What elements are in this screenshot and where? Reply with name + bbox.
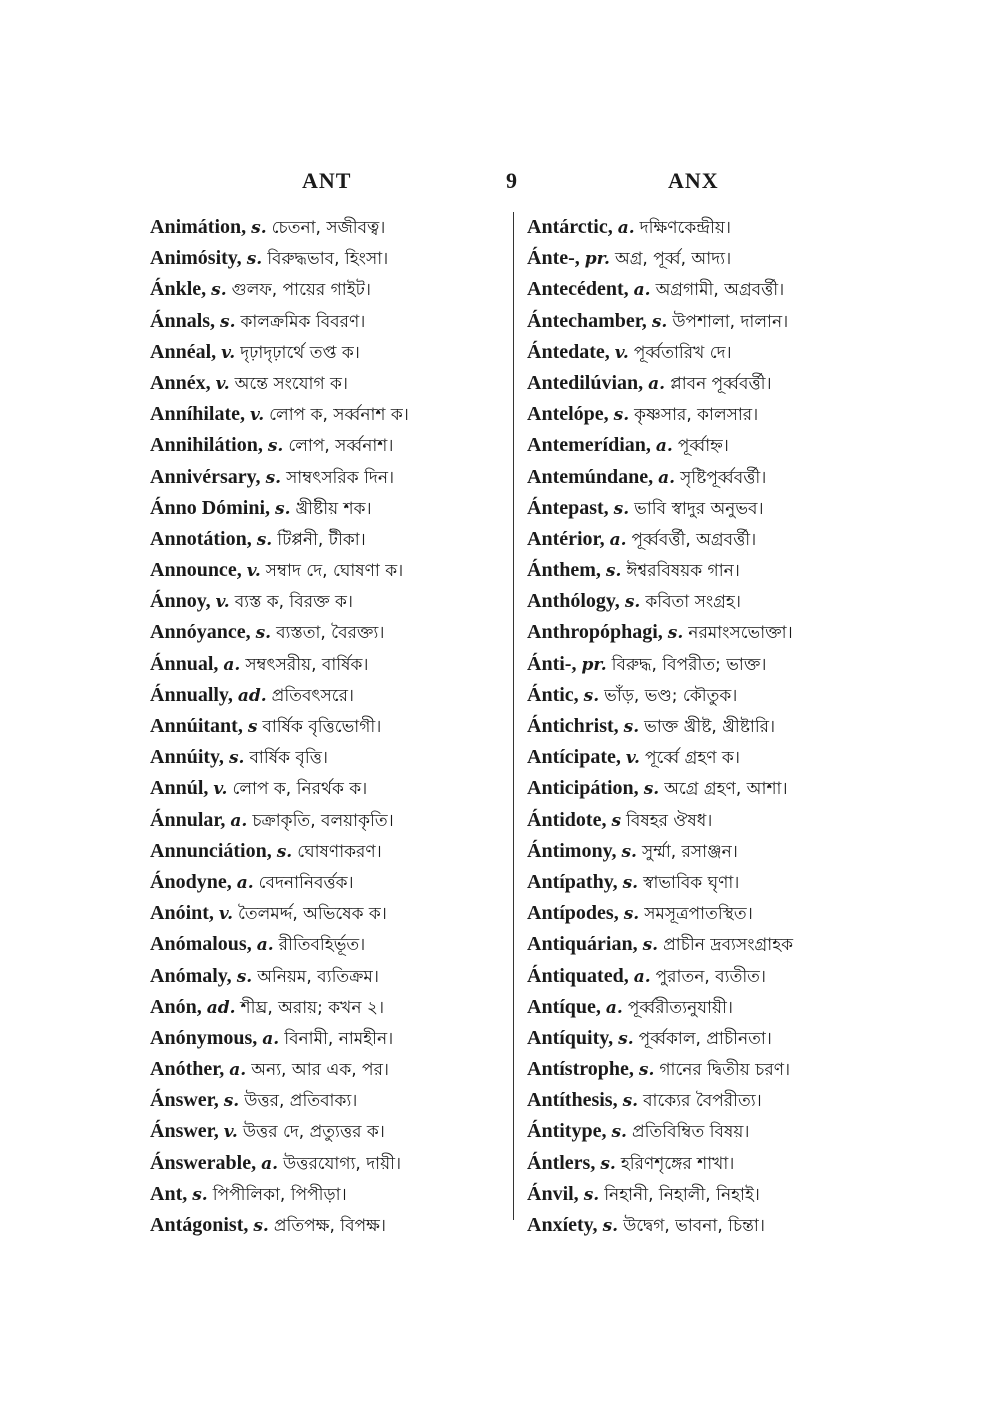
headword: Anóther, <box>150 1058 225 1081</box>
dictionary-entry <box>150 805 515 836</box>
dictionary-entry <box>527 867 877 898</box>
part-of-speech: s. <box>192 1184 208 1205</box>
headword: Ánodyne, <box>150 870 232 893</box>
dictionary-entry <box>150 212 515 243</box>
part-of-speech: a. <box>655 436 673 457</box>
dictionary-entry <box>150 1210 515 1241</box>
headword: Ántidote, <box>527 808 607 831</box>
definition: সম্বাদ দে, ঘোষণা ক। <box>265 561 404 582</box>
definition: সুর্ম্মা, রসাঞ্জন। <box>641 841 738 862</box>
definition: লোপ ক, সর্ব্বনাশ ক। <box>269 405 409 426</box>
definition: ভাঁড়, ভণ্ড; কৌতুক। <box>604 685 738 706</box>
definition: লোপ, সর্ব্বনাশ। <box>288 436 394 457</box>
definition: বিষহর ঔষধ। <box>626 810 713 831</box>
part-of-speech: s. <box>267 436 284 457</box>
part-of-speech: ad. <box>206 997 236 1018</box>
headword: Annúl, <box>150 777 209 800</box>
part-of-speech: a. <box>658 467 676 488</box>
column-divider <box>513 212 514 1220</box>
part-of-speech: s. <box>256 529 273 550</box>
part-of-speech: s. <box>624 592 641 613</box>
definition: হরিণশৃঙ্গের শাখা। <box>620 1153 735 1174</box>
headword: Annúity, <box>150 746 224 769</box>
part-of-speech: s. <box>605 561 622 582</box>
definition: প্রাচীন দ্রব্যসংগ্রাহক <box>663 935 794 956</box>
dictionary-entry <box>527 368 877 399</box>
dictionary-entry <box>150 1148 515 1179</box>
headword: Ánnual, <box>150 652 219 675</box>
headword: Ántichrist, <box>527 715 619 737</box>
definition: বিরুদ্ধ, বিপরীত; ভাক্ত। <box>611 654 767 675</box>
definition: উত্তর দে, প্রত্যুত্তর ক। <box>242 1122 385 1143</box>
definition: প্রতিবিম্বিত বিষয়। <box>631 1122 750 1143</box>
headword: Ántedate, <box>527 340 610 363</box>
part-of-speech: a. <box>648 373 666 394</box>
definition: পূর্ব্বাহ্ন। <box>677 436 729 457</box>
dictionary-entry <box>527 212 877 243</box>
part-of-speech: v. <box>625 748 640 769</box>
part-of-speech: s <box>611 810 622 831</box>
definition: অনিয়ম, ব্যতিক্রম। <box>257 966 379 987</box>
part-of-speech: pr. <box>584 249 610 270</box>
part-of-speech: s. <box>667 623 684 644</box>
headword: Ánno Dómini, <box>150 496 271 519</box>
dictionary-entry <box>527 1023 877 1054</box>
definition: বাক্যের বৈপরীত্য। <box>643 1091 762 1112</box>
definition: খ্রীষ্টীয় শক। <box>295 498 372 519</box>
dictionary-entry <box>527 524 877 555</box>
headword: Ánswer, <box>150 1120 219 1143</box>
dictionary-entry <box>527 1054 877 1085</box>
headword: Ánswerable, <box>150 1151 257 1174</box>
dictionary-entry <box>527 274 877 305</box>
part-of-speech: s. <box>251 218 267 238</box>
part-of-speech: a. <box>633 280 651 301</box>
dictionary-entry <box>527 929 877 960</box>
headword: Ántiquated, <box>527 964 629 987</box>
headword: Anómalous, <box>150 933 252 956</box>
dictionary-entry <box>150 493 515 524</box>
dictionary-entry <box>150 462 515 493</box>
headword: Antípathy, <box>527 870 618 893</box>
dictionary-entry <box>150 680 515 711</box>
headword: Antícipate, <box>527 746 621 769</box>
definition: পূর্ব্বতারিখ দে। <box>633 342 732 363</box>
headword: Anthropóphagi, <box>527 621 663 644</box>
dictionary-entry <box>527 430 877 461</box>
headword: Annúitant, <box>150 715 243 737</box>
dictionary-entry <box>527 1179 877 1210</box>
dictionary-entry <box>150 711 515 742</box>
dictionary-entry <box>527 493 877 524</box>
headword: Antíque, <box>527 995 601 1018</box>
headword: Ántimony, <box>527 839 617 862</box>
part-of-speech: a. <box>223 654 241 675</box>
dictionary-entry <box>150 274 515 305</box>
dictionary-entry <box>527 711 877 742</box>
dictionary-entry <box>150 1116 515 1147</box>
part-of-speech: a. <box>262 1028 280 1049</box>
dictionary-entry <box>527 1085 877 1116</box>
dictionary-entry <box>527 617 877 648</box>
headword: Anthólogy, <box>527 590 620 613</box>
dictionary-entry <box>150 399 515 430</box>
dictionary-entry <box>150 1085 515 1116</box>
definition: ভাক্ত খ্রীষ্ট, খ্রীষ্টারি। <box>644 717 776 737</box>
part-of-speech: s. <box>276 841 293 862</box>
definition: ঘোষণাকরণ। <box>297 841 382 862</box>
dictionary-entry <box>150 430 515 461</box>
definition: স্বাভাবিক ঘৃণা। <box>643 872 740 893</box>
headword: Ant, <box>150 1182 188 1205</box>
part-of-speech: s. <box>643 779 660 800</box>
definition: বার্ষিক বৃত্তি। <box>249 748 328 769</box>
dictionary-entry <box>150 992 515 1023</box>
headword: Antíthesis, <box>527 1089 618 1112</box>
definition: প্রতিপক্ষ, বিপক্ষ। <box>273 1216 387 1236</box>
dictionary-entry <box>527 680 877 711</box>
dictionary-entry <box>150 929 515 960</box>
headword: Announce, <box>150 559 242 582</box>
headword: Ánnals, <box>150 309 216 332</box>
definition: বার্ষিক বৃত্তিভোগী। <box>262 717 382 737</box>
headword: Antístrophe, <box>527 1058 634 1081</box>
headword: Ántic, <box>527 683 579 706</box>
headword: Ánthem, <box>527 559 601 582</box>
dictionary-entry <box>527 306 877 337</box>
headword: Antecédent, <box>527 278 629 301</box>
part-of-speech: s. <box>275 498 291 519</box>
dictionary-entry <box>150 617 515 648</box>
part-of-speech: a. <box>605 997 623 1018</box>
headword: Animósity, <box>150 247 242 270</box>
headword: Antemerídian, <box>527 434 651 457</box>
headword: Anón, <box>150 995 202 1018</box>
part-of-speech: s. <box>621 841 637 862</box>
definition: গুলফ, পায়ের গাইট। <box>231 280 371 301</box>
definition: ব্যস্ততা, বৈরক্ত্য। <box>276 623 385 644</box>
left-column <box>150 212 515 1241</box>
dictionary-entry <box>527 586 877 617</box>
part-of-speech: v. <box>213 779 228 800</box>
headword: Anxíety, <box>527 1214 598 1236</box>
definition: বিরুদ্ধভাব, হিংসা। <box>267 249 389 270</box>
headword: Annihilátion, <box>150 434 263 457</box>
dictionary-entry <box>150 773 515 804</box>
headword: Annéal, <box>150 340 217 363</box>
part-of-speech: s. <box>228 748 245 769</box>
dictionary-entry <box>150 368 515 399</box>
headword: Antípodes, <box>527 902 619 925</box>
headword: Ánvil, <box>527 1182 579 1205</box>
headword: Ánkle, <box>150 278 207 301</box>
definition: গানের দ্বিতীয় চরণ। <box>659 1060 791 1081</box>
part-of-speech: s. <box>613 405 630 426</box>
part-of-speech: a. <box>633 966 651 987</box>
part-of-speech: s. <box>255 623 272 644</box>
definition: নরমাংসভোক্তা। <box>688 623 793 644</box>
definition: চেতনা, সজীবত্ব। <box>271 218 386 238</box>
dictionary-entry <box>527 805 877 836</box>
header-left-guide-word: ANT <box>302 168 352 193</box>
dictionary-entry <box>527 1148 877 1179</box>
headword: Antelópe, <box>527 403 609 426</box>
part-of-speech: s. <box>638 1060 655 1081</box>
headword: Ánnoy, <box>150 590 211 613</box>
dictionary-entry <box>527 898 877 929</box>
definition: বেদনানিবর্ত্তক। <box>258 872 354 893</box>
definition: প্রতিবৎসরে। <box>271 685 355 706</box>
part-of-speech: s. <box>623 904 640 925</box>
part-of-speech: s. <box>211 280 227 301</box>
headword: Ánswer, <box>150 1089 219 1112</box>
definition: উপশালা, দালান। <box>672 311 789 332</box>
part-of-speech: a. <box>236 872 254 893</box>
definition: বিনামী, নামহীন। <box>284 1028 394 1049</box>
dictionary-entry <box>150 1054 515 1085</box>
headword: Anníhilate, <box>150 403 246 426</box>
dictionary-entry <box>527 399 877 430</box>
part-of-speech: v. <box>614 342 629 363</box>
definition: কৃষ্ণসার, কালসার। <box>634 405 759 426</box>
dictionary-entry <box>150 898 515 929</box>
dictionary-entry <box>150 337 515 368</box>
definition: নিহানী, নিহালী, নিহাই। <box>604 1184 760 1205</box>
definition: লোপ ক, নিরর্থক ক। <box>232 779 368 800</box>
part-of-speech: ad. <box>237 685 267 706</box>
part-of-speech: s. <box>223 1091 240 1112</box>
part-of-speech: v. <box>221 342 236 363</box>
part-of-speech: s. <box>613 498 630 519</box>
definition: কবিতা সংগ্রহ। <box>645 592 741 613</box>
part-of-speech: s. <box>265 467 282 488</box>
dictionary-entry <box>150 1023 515 1054</box>
definition: ব্যস্ত ক, বিরক্ত ক। <box>234 592 353 613</box>
headword: Ántitype, <box>527 1120 607 1143</box>
dictionary-entry <box>150 836 515 867</box>
dictionary-entry <box>527 961 877 992</box>
definition: অগ্রে গ্রহণ, আশা। <box>664 779 788 800</box>
part-of-speech: v. <box>215 373 230 394</box>
definition: পুরাতন, ব্যতীত। <box>655 966 767 987</box>
headword: Anóint, <box>150 902 214 925</box>
dictionary-entry <box>527 742 877 773</box>
headword: Antíquity, <box>527 1026 614 1049</box>
definition: টিপ্পনী, টীকা। <box>277 529 366 550</box>
part-of-speech: s. <box>583 685 600 706</box>
dictionary-entry <box>527 462 877 493</box>
definition: চক্রাকৃতি, বলয়াকৃতি। <box>252 810 394 831</box>
part-of-speech: s. <box>622 872 639 893</box>
part-of-speech: s. <box>642 935 659 956</box>
dictionary-entry <box>527 1116 877 1147</box>
definition: তৈলমর্দ্দ, অভিষেক ক। <box>238 904 387 925</box>
part-of-speech: a. <box>256 935 274 956</box>
definition: প্লাবন পূর্ব্ববর্ত্তী। <box>670 373 772 394</box>
definition: পূর্ব্বকাল, প্রাচীনতা। <box>638 1028 772 1049</box>
definition: পূর্ব্বরীত্যনুযায়ী। <box>627 997 733 1018</box>
dictionary-entry <box>527 1210 877 1241</box>
definition: সৃষ্টিপূর্ব্ববর্ত্তী। <box>680 467 767 488</box>
headword: Ánnually, <box>150 683 233 706</box>
headword: Antérior, <box>527 527 605 550</box>
headword: Antárctic, <box>527 216 613 238</box>
part-of-speech: v. <box>215 592 230 613</box>
definition: পূর্ব্ববর্ত্তী, অগ্রবর্ত্তী। <box>631 529 757 550</box>
dictionary-entry <box>527 836 877 867</box>
part-of-speech: s. <box>220 311 236 332</box>
headword: Antiquárian, <box>527 933 638 956</box>
part-of-speech: s. <box>611 1122 627 1143</box>
definition: সমসূত্রপাতস্থিত। <box>644 904 753 925</box>
dictionary-entry <box>150 524 515 555</box>
headword: Antemúndane, <box>527 465 654 488</box>
part-of-speech: s. <box>622 1091 639 1112</box>
part-of-speech: s. <box>246 249 263 270</box>
dictionary-entry <box>150 742 515 773</box>
dictionary-entry <box>527 649 877 680</box>
part-of-speech: a. <box>617 218 635 238</box>
definition: সাম্বৎসরিক দিন। <box>286 467 395 488</box>
part-of-speech: s. <box>618 1028 634 1049</box>
headword: Ánti-, <box>527 652 577 675</box>
right-column <box>527 212 877 1241</box>
definition: পূর্ব্বে গ্রহণ ক। <box>644 748 740 769</box>
definition: উত্তরযোগ্য, দায়ী। <box>283 1153 402 1174</box>
part-of-speech: v. <box>246 561 261 582</box>
dictionary-entry <box>527 337 877 368</box>
part-of-speech: s. <box>253 1216 269 1236</box>
definition: অন্তে সংযোগ ক। <box>234 373 348 394</box>
definition: সম্বৎসরীয়, বার্ষিক। <box>245 654 369 675</box>
headword: Anómaly, <box>150 964 232 987</box>
headword: Ántlers, <box>527 1151 596 1174</box>
headword: Ánte-, <box>527 247 580 270</box>
headword: Ántepast, <box>527 496 609 519</box>
dictionary-entry <box>527 992 877 1023</box>
headword: Ántechamber, <box>527 309 647 332</box>
dictionary-entry <box>150 1179 515 1210</box>
part-of-speech: s. <box>602 1216 619 1236</box>
dictionary-entry <box>150 961 515 992</box>
part-of-speech: v. <box>223 1122 238 1143</box>
definition: উদ্বেগ, ভাবনা, চিন্তা। <box>623 1216 765 1236</box>
part-of-speech: a. <box>261 1153 279 1174</box>
definition: ভাবি স্বাদুর অনুভব। <box>634 498 764 519</box>
definition: দৃঢ়াদৃঢ়ার্থে তপ্ত ক। <box>240 342 360 363</box>
dictionary-entry <box>150 243 515 274</box>
dictionary-entry <box>150 867 515 898</box>
part-of-speech: a. <box>609 529 627 550</box>
headword: Anónymous, <box>150 1026 258 1049</box>
headword: Animátion, <box>150 216 247 238</box>
headword: Anticipátion, <box>527 777 639 800</box>
definition: উত্তর, প্রতিবাক্য। <box>244 1091 358 1112</box>
definition: রীতিবহির্ভূত। <box>278 935 366 956</box>
part-of-speech: s. <box>236 966 253 987</box>
headword: Annivérsary, <box>150 465 261 488</box>
headword: Annóyance, <box>150 621 251 644</box>
headword: Annotátion, <box>150 527 252 550</box>
definition: অগ্র, পূর্ব্ব, আদ্য। <box>614 249 732 270</box>
part-of-speech: v. <box>218 904 233 925</box>
part-of-speech: s. <box>600 1153 616 1174</box>
definition: পিপীলিকা, পিপীড়া। <box>212 1184 347 1205</box>
headword: Ánnular, <box>150 808 226 831</box>
dictionary-entry <box>527 773 877 804</box>
dictionary-entry <box>527 555 877 586</box>
headword: Antedilúvian, <box>527 371 644 394</box>
part-of-speech: a. <box>229 1060 247 1081</box>
dictionary-entry <box>150 649 515 680</box>
definition: শীঘ্র, অরায়; কখন ২। <box>240 997 385 1018</box>
part-of-speech: s. <box>651 311 668 332</box>
headword: Annéx, <box>150 371 211 394</box>
definition: ঈশ্বরবিষয়ক গান। <box>626 561 740 582</box>
part-of-speech: pr. <box>581 654 607 675</box>
part-of-speech: s. <box>583 1184 600 1205</box>
definition: অন্য, আর এক, পর। <box>251 1060 390 1081</box>
page-header <box>150 168 880 200</box>
part-of-speech: s <box>247 717 258 737</box>
headword: Antágonist, <box>150 1214 249 1236</box>
definition: কালক্রমিক বিবরণ। <box>240 311 366 332</box>
dictionary-entry <box>150 306 515 337</box>
part-of-speech: s. <box>623 717 640 737</box>
part-of-speech: v. <box>250 405 265 426</box>
page-number: 9 <box>506 168 518 193</box>
headword: Annunciátion, <box>150 839 272 862</box>
dictionary-entry <box>150 555 515 586</box>
definition: দক্ষিণকেন্দ্রীয়। <box>639 218 731 238</box>
part-of-speech: a. <box>230 810 248 831</box>
dictionary-entry <box>527 243 877 274</box>
header-right-guide-word: ANX <box>668 168 719 193</box>
dictionary-entry <box>150 586 515 617</box>
definition: অগ্রগামী, অগ্রবর্ত্তী। <box>655 280 785 301</box>
